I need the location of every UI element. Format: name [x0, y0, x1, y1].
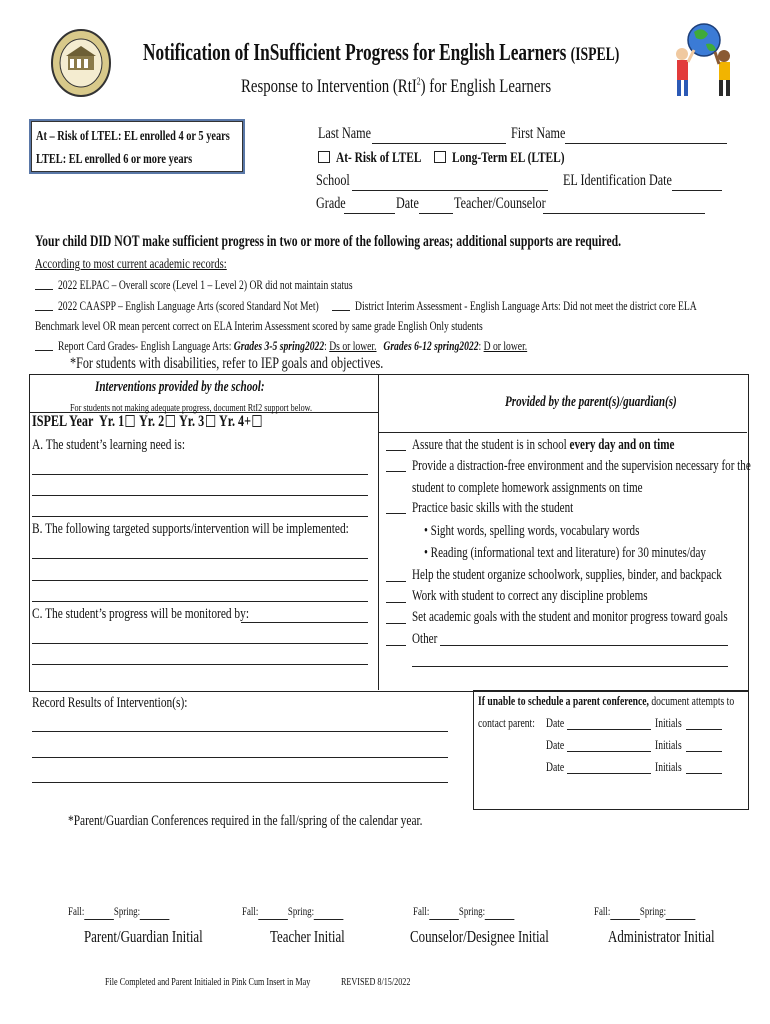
first-name-field[interactable]: [565, 143, 727, 144]
learning-need-line[interactable]: [32, 516, 368, 517]
progress-monitor-line[interactable]: [32, 664, 368, 665]
parent-fall-spring: [68, 902, 205, 920]
parent-item-discipline: Work with student to correct any discipline problems: [412, 588, 648, 604]
insufficient-progress-heading: Your child DID NOT make sufficient progress in two or more of the following areas; additional supports are required.: [35, 233, 622, 250]
report-card-checkline[interactable]: [35, 350, 53, 351]
school-field[interactable]: [352, 190, 548, 191]
attempt-initials-label: Initials: [655, 737, 682, 752]
year-4-checkbox[interactable]: [253, 415, 262, 427]
learning-need-line[interactable]: [32, 474, 368, 475]
last-name-label: Last Name: [318, 125, 372, 142]
attempt-date-field[interactable]: [567, 773, 651, 774]
long-term-label: Long-Term EL (LTEL): [452, 150, 565, 166]
fall-initial-field[interactable]: [84, 904, 114, 920]
subtitle-part: Response to Intervention (RtI: [241, 76, 417, 97]
fall-initial-field[interactable]: [429, 904, 459, 920]
teacher-initial-label: Teacher Initial: [270, 927, 345, 946]
academic-records-label: According to most current academic records:: [35, 257, 227, 272]
caaspp-criterion: 2022 CAASPP – English Language Arts (scored Standard Not Met): [58, 298, 319, 313]
title-text: Notification of InSufficient Progress for English Learners: [143, 40, 567, 66]
subtitle-sup: 2: [416, 76, 421, 88]
attempt-date-label: Date: [546, 759, 565, 774]
grades-3-5-label: Grades 3-5 spring2022: [233, 338, 325, 353]
conference-heading-bold: If unable to schedule a parent conference,: [478, 693, 649, 708]
last-name-field[interactable]: [372, 143, 506, 144]
grades-3-5-threshold: Ds or lower.: [329, 338, 377, 353]
targeted-supports-line[interactable]: [32, 558, 368, 559]
attempt-initials-field[interactable]: [686, 773, 722, 774]
teacher-counselor-label: Teacher/Counselor: [454, 195, 546, 212]
interim-criterion: District Interim Assessment - English Language Arts: Did not meet the district core ELA: [355, 298, 697, 313]
spring-initial-field[interactable]: [314, 904, 344, 920]
interim-criterion-cont: Benchmark level OR mean percent correct on ELA Interim Assessment scored by same grade English Only students: [35, 318, 483, 333]
counselor-fall-spring: [413, 902, 550, 920]
ltel-status-row: [316, 149, 448, 167]
el-id-date-label: EL Identification Date: [563, 172, 672, 189]
at-risk-definition: At – Risk of LTEL: EL enrolled 4 or 5 years: [36, 129, 230, 144]
spring-label: Spring:: [287, 904, 315, 918]
parent-item-checkline[interactable]: [386, 602, 406, 603]
year-2-label: Yr. 2: [138, 413, 165, 430]
record-results-line[interactable]: [32, 731, 448, 732]
grade-field[interactable]: [344, 213, 395, 214]
date-label: Date: [396, 195, 419, 212]
attempt-date-field[interactable]: [567, 751, 651, 752]
parent-item-other: Other: [412, 631, 438, 647]
year-1-label: Yr. 1: [98, 413, 125, 430]
grades-6-12-label: Grades 6-12 spring2022: [383, 338, 479, 353]
other-field-line[interactable]: [412, 666, 728, 667]
subtitle-part: ) for English Learners: [420, 76, 552, 97]
year-1-checkbox[interactable]: [126, 415, 135, 427]
parent-item-attendance-bold: every day and on time: [569, 437, 675, 453]
attempt-initials-label: Initials: [655, 759, 682, 774]
progress-monitor-line[interactable]: [32, 643, 368, 644]
spring-initial-field[interactable]: [485, 904, 515, 920]
admin-fall-spring: [594, 902, 731, 920]
parent-item-checkline[interactable]: [386, 645, 406, 646]
long-term-checkbox[interactable]: [434, 151, 446, 163]
record-results-label: Record Results of Intervention(s):: [32, 695, 188, 711]
teacher-fall-spring: [242, 902, 379, 920]
year-2-checkbox[interactable]: [166, 415, 175, 427]
parent-item-checkline[interactable]: [386, 581, 406, 582]
parent-initial-label: Parent/Guardian Initial: [84, 927, 203, 946]
learning-need-label: A. The student’s learning need is:: [32, 437, 186, 453]
disabilities-note: *For students with disabilities, refer to IEP goals and objectives.: [70, 355, 384, 372]
interim-checkline[interactable]: [332, 310, 350, 311]
parent-item-environment-cont: student to complete homework assignments on time: [412, 480, 643, 496]
school-interventions-heading: Interventions provided by the school:: [95, 379, 265, 395]
parent-item-checkline[interactable]: [386, 471, 406, 472]
admin-initial-label: Administrator Initial: [608, 927, 715, 946]
attempt-date-label: Date: [546, 715, 565, 730]
parent-supports-heading: Provided by the parent(s)/guardian(s): [505, 394, 677, 410]
elpac-criterion: 2022 ELPAC – Overall score (Level 1 – Level 2) OR did not maintain status: [58, 277, 353, 292]
record-results-line[interactable]: [32, 757, 448, 758]
attempt-date-label: Date: [546, 737, 565, 752]
at-risk-label: At- Risk of LTEL: [336, 150, 422, 166]
school-interventions-subheading: For students not making adequate progress, document RtI2 support below.: [70, 402, 313, 414]
fall-label: Fall:: [242, 904, 259, 918]
parent-item-checkline[interactable]: [386, 450, 406, 451]
fall-label: Fall:: [413, 904, 430, 918]
basic-skills-bullet-1: Sight words, spelling words, vocabulary words: [430, 523, 640, 539]
conferences-required-note: *Parent/Guardian Conferences required in the fall/spring of the calendar year.: [68, 813, 423, 829]
spring-initial-field[interactable]: [140, 904, 170, 920]
el-id-date-field[interactable]: [672, 190, 722, 191]
teacher-counselor-field[interactable]: [543, 213, 705, 214]
report-card-criterion: Report Card Grades- English Language Arts:: [58, 338, 232, 353]
spring-label: Spring:: [639, 904, 667, 918]
ltel-definition-box: [29, 119, 245, 174]
district-seal-logo: [50, 28, 112, 98]
at-risk-checkbox[interactable]: [318, 151, 330, 163]
parent-header-divider: [378, 432, 747, 433]
parent-item-organize: Help the student organize schoolwork, supplies, binder, and backpack: [412, 567, 722, 583]
fall-label: Fall:: [594, 904, 611, 918]
elpac-checkline[interactable]: [35, 289, 53, 290]
parent-item-checkline[interactable]: [386, 623, 406, 624]
ispel-year-label: ISPEL Year: [32, 413, 94, 430]
conference-heading: document attempts to: [648, 693, 735, 708]
progress-monitor-label: C. The student’s progress will be monitored by:: [32, 606, 250, 622]
ltel-definition: LTEL: EL enrolled 6 or more years: [36, 152, 193, 167]
footer-filing-note: File Completed and Parent Initialed in Pink Cum Insert in May: [105, 976, 311, 988]
year-4-label: Yr. 4+: [218, 413, 252, 430]
parent-item-attendance: Assure that the student is in school: [412, 437, 570, 453]
parent-item-environment: Provide a distraction-free environment and the supervision necessary for the: [412, 458, 751, 474]
spring-initial-field[interactable]: [666, 904, 696, 920]
year-3-checkbox[interactable]: [206, 415, 215, 427]
spring-label: Spring:: [113, 904, 141, 918]
attempt-initials-field[interactable]: [686, 729, 722, 730]
targeted-supports-line[interactable]: [32, 601, 368, 602]
fall-initial-field[interactable]: [258, 904, 288, 920]
spring-label: Spring:: [458, 904, 486, 918]
parent-item-goals: Set academic goals with the student and monitor progress toward goals: [412, 609, 728, 625]
parent-item-basic-skills: Practice basic skills with the student: [412, 500, 574, 516]
school-label: School: [316, 172, 350, 189]
year-3-label: Yr. 3: [178, 413, 205, 430]
attempt-date-field[interactable]: [567, 729, 651, 730]
first-name-label: First Name: [511, 125, 566, 142]
targeted-supports-label: B. The following targeted supports/intervention will be implemented:: [32, 521, 349, 537]
grade-label: Grade: [316, 195, 346, 212]
last-name-row: [318, 125, 388, 143]
date-field[interactable]: [419, 213, 453, 214]
learning-need-line[interactable]: [32, 495, 368, 496]
fall-label: Fall:: [68, 904, 85, 918]
counselor-initial-label: Counselor/Designee Initial: [410, 927, 549, 946]
parent-item-checkline[interactable]: [386, 513, 406, 514]
progress-monitor-field[interactable]: [241, 622, 368, 623]
targeted-supports-line[interactable]: [32, 580, 368, 581]
contact-parent-label: contact parent:: [478, 715, 535, 730]
page-subtitle: [241, 76, 639, 98]
footer-revision: REVISED 8/15/2022: [341, 976, 411, 988]
attempt-initials-field[interactable]: [686, 751, 722, 752]
basic-skills-bullet-2: Reading (informational text and literature) for 30 minutes/day: [430, 545, 706, 561]
attempt-initials-label: Initials: [655, 715, 682, 730]
caaspp-checkline[interactable]: [35, 310, 53, 311]
grades-6-12-threshold: D or lower.: [483, 338, 528, 353]
record-results-line[interactable]: [32, 782, 448, 783]
ispel-year-row: [32, 413, 336, 431]
fall-initial-field[interactable]: [610, 904, 640, 920]
page-title: [143, 40, 770, 67]
other-field[interactable]: [440, 645, 728, 646]
title-abbreviation: (ISPEL): [570, 44, 620, 65]
